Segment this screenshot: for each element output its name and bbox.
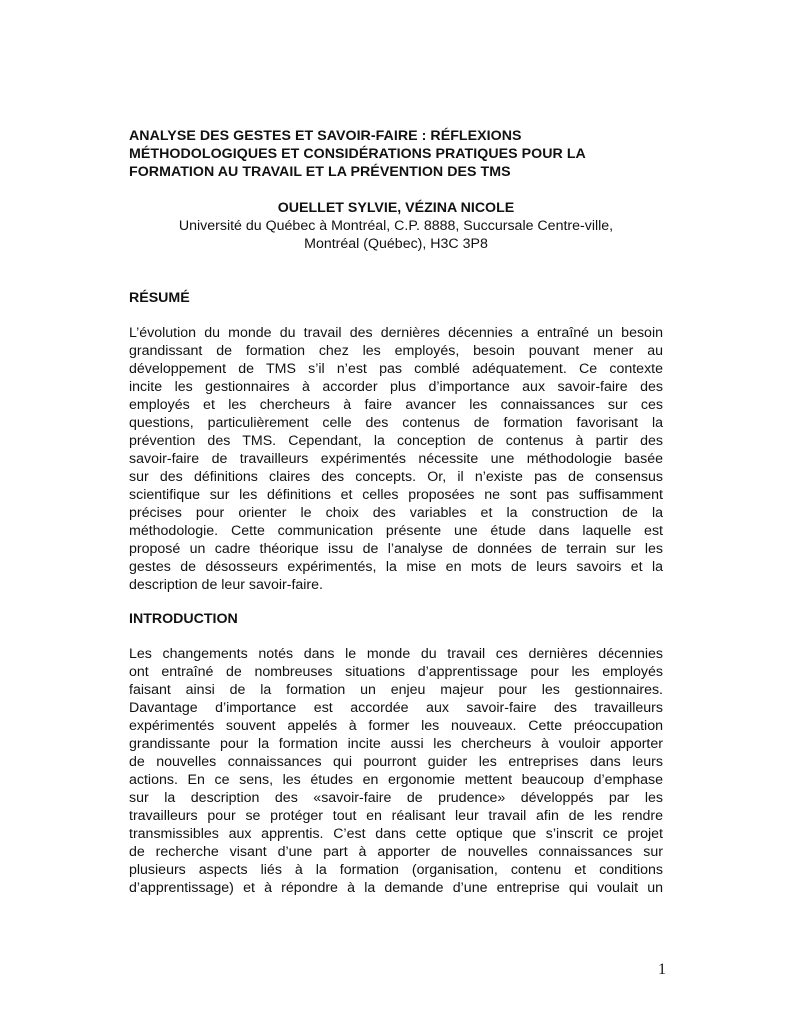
text-line: grandissant de formation chez les employés, besoin pouvant mener au (129, 343, 663, 359)
affiliation-line: Montréal (Québec), H3C 3P8 (304, 236, 488, 252)
text-line: proposé un cadre théorique issu de l’analyse de données de terrain sur les (129, 541, 663, 557)
author-names: OUELLET SYLVIE, VÉZINA NICOLE (277, 200, 515, 216)
introduction-heading: INTRODUCTION (129, 611, 238, 627)
text-line: de recherche visant d’une part à apporter de nouvelles connaissances sur (129, 844, 663, 860)
text-line: sur des définitions claires des concepts. Or, il n’existe pas de consensus (129, 469, 663, 485)
text-line: savoir-faire de travailleurs expérimentés nécessite une méthodologie basée (129, 451, 663, 467)
text-line: expérimentés souvent appelés à former les nouveaux. Cette préoccupation (129, 718, 663, 734)
title-line: ANALYSE DES GESTES ET SAVOIR-FAIRE : RÉFLEXIONS (129, 128, 522, 144)
text-line: de nouvelles connaissances qui pourront guider les entreprises dans leurs (129, 754, 663, 770)
resume-heading: RÉSUMÉ (129, 290, 190, 306)
text-line: questions, particulièrement celle des contenus de formation favorisant la (129, 415, 663, 431)
introduction-paragraph (129, 645, 663, 897)
text-line: développement de TMS s’il n’est pas comblé adéquatement. Ce contexte (129, 361, 663, 377)
text-line: incite les gestionnaires à accorder plus d’importance aux savoir-faire des (129, 379, 663, 395)
text-line: ont entraîné de nombreuses situations d’apprentissage pour les employés (129, 664, 663, 680)
text-line: grandissante pour la formation incite aussi les chercheurs à vouloir apporter (129, 736, 663, 752)
text-line: employés et les chercheurs à faire avancer les connaissances sur ces (129, 397, 663, 413)
text-line: sur la description des «savoir-faire de prudence» développés par les (129, 790, 663, 806)
text-line: travailleurs pour se protéger tout en réalisant leur travail afin de les rendre (129, 808, 663, 824)
text-line: transmissibles aux apprentis. C’est dans cette optique que s’inscrit ce projet (129, 826, 663, 842)
text-line: méthodologie. Cette communication présente une étude dans laquelle est (129, 523, 663, 539)
author-affiliation (129, 217, 663, 253)
text-line: d’apprentissage) et à répondre à la demande d’une entreprise qui voulait un (129, 880, 663, 896)
text-line: Davantage d’importance est accordée aux savoir-faire des travailleurs (129, 700, 663, 716)
text-line: plusieurs aspects liés à la formation (organisation, contenu et conditions (129, 862, 663, 878)
affiliation-line: Université du Québec à Montréal, C.P. 8888, Succursale Centre-ville, (178, 218, 614, 234)
title-line: FORMATION AU TRAVAIL ET LA PRÉVENTION DES TMS (129, 164, 511, 180)
page-number: 1 (658, 961, 666, 978)
text-line: L’évolution du monde du travail des dernières décennies a entraîné un besoin (129, 325, 663, 341)
text-line: prévention des TMS. Cependant, la conception de contenus à partir des (129, 433, 663, 449)
text-line: Les changements notés dans le monde du travail ces dernières décennies (129, 646, 663, 662)
text-line: scientifique sur les définitions et celles proposées ne sont pas suffisamment (129, 487, 663, 503)
text-line: gestes de désosseurs expérimentés, la mise en mots de leurs savoirs et la (129, 559, 663, 575)
text-line: actions. En ce sens, les études en ergonomie mettent beaucoup d’emphase (129, 772, 663, 788)
text-line: précises pour orienter le choix des variables et la construction de la (129, 505, 663, 521)
title-line: MÉTHODOLOGIQUES ET CONSIDÉRATIONS PRATIQUES POUR LA (129, 146, 586, 162)
text-line: faisant ainsi de la formation un enjeu majeur pour les gestionnaires. (129, 682, 663, 698)
paper-title (129, 127, 669, 181)
resume-paragraph (129, 324, 663, 594)
text-line: description de leur savoir-faire. (129, 577, 323, 593)
